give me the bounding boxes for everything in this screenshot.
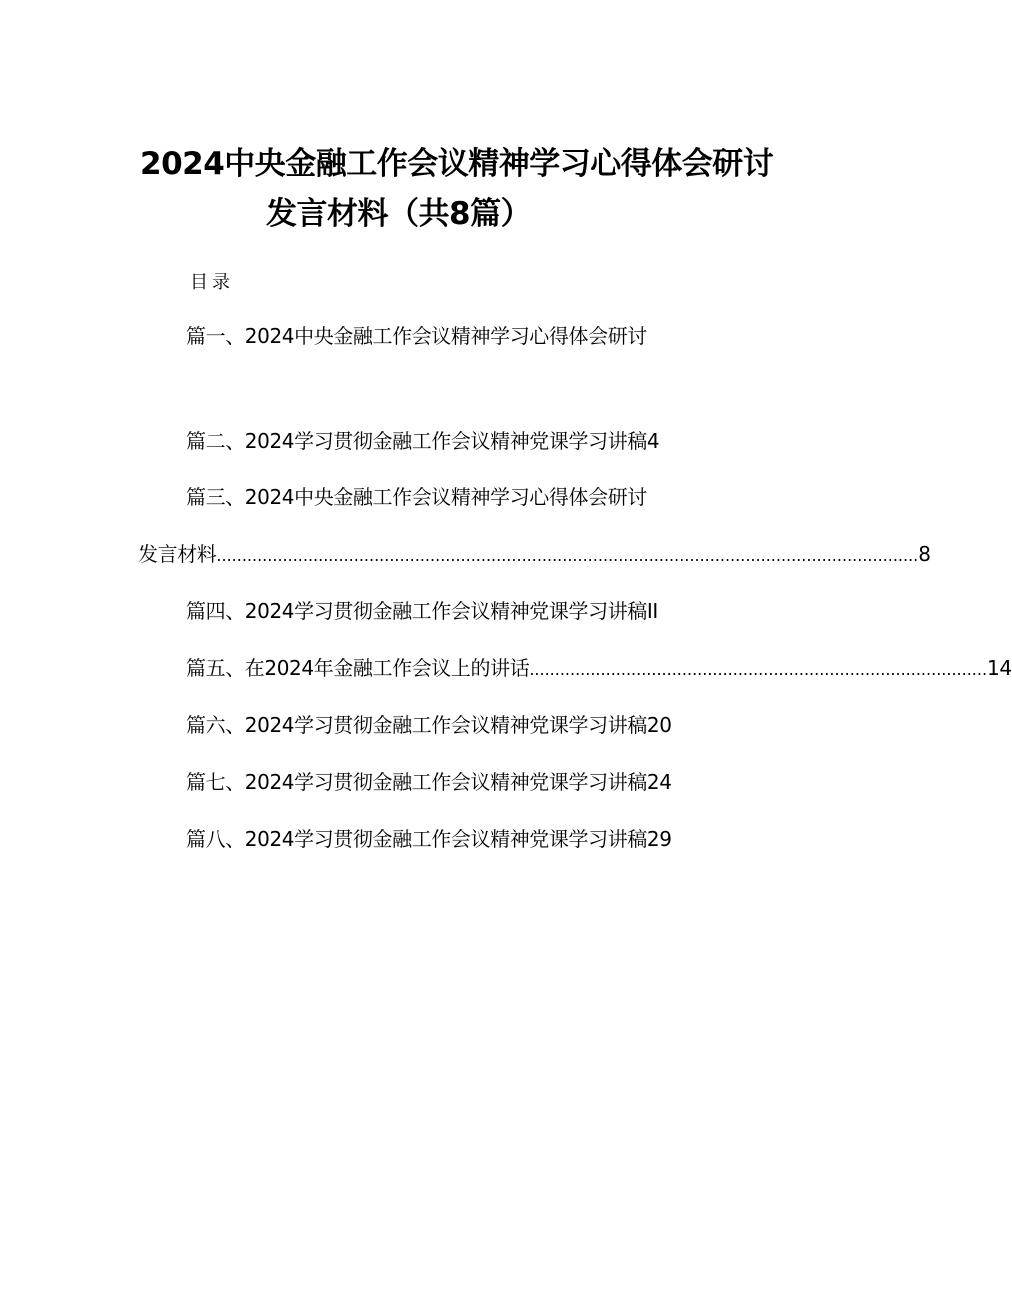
toc-entry-label: 篇三、2024中央金融工作会议精神学习心得体会研讨 [186, 485, 647, 509]
title-line-1: 2024中央金融工作会议精神学习心得体会研讨 [140, 146, 774, 182]
toc-entry-page: 4 [646, 429, 660, 453]
toc-entry-label: 篇一、2024中央金融工作会议精神学习心得体会研讨 [186, 324, 647, 348]
toc-entry-page: 24 [646, 770, 672, 794]
toc-leader-dots: .......................................................................................... [529, 660, 988, 679]
toc-entry-label: 篇四、2024学习贯彻金融工作会议精神党课学习讲稿 [186, 599, 647, 623]
toc-entry-label: 篇五、在2024年金融工作会议上的讲话 [186, 656, 530, 680]
toc-entry-1[interactable] [186, 322, 647, 350]
toc-heading: 目录 [190, 272, 234, 293]
toc-entry-label: 篇六、2024学习贯彻金融工作会议精神党课学习讲稿 [186, 713, 647, 737]
toc-entry-3[interactable] [186, 483, 647, 511]
toc-entry-page: 8 [918, 542, 931, 566]
toc-entry-label: 篇二、2024学习贯彻金融工作会议精神党课学习讲稿 [186, 429, 647, 453]
toc-entry-2[interactable] [186, 427, 659, 455]
toc-entry-8[interactable] [186, 825, 672, 853]
toc-entry-5[interactable] [186, 654, 1012, 684]
toc-entry-label: 篇八、2024学习贯彻金融工作会议精神党课学习讲稿 [186, 827, 647, 851]
toc-entry-3-continued[interactable] [138, 540, 931, 570]
toc-entry-4[interactable] [186, 597, 658, 625]
toc-entry-7[interactable] [186, 768, 672, 796]
toc-entry-6[interactable] [186, 711, 672, 739]
toc-entry-label: 发言材料 [138, 542, 217, 566]
title-line-2: 发言材料（共8篇） [266, 196, 532, 232]
toc-leader-dots: .......................................................................................................................................... [216, 546, 919, 565]
toc-entry-label: 篇七、2024学习贯彻金融工作会议精神党课学习讲稿 [186, 770, 647, 794]
toc-entry-page: 14 [987, 656, 1012, 680]
toc-entry-page: 20 [646, 713, 672, 737]
toc-entry-page: II [646, 599, 658, 623]
toc-entry-page: 29 [646, 827, 672, 851]
